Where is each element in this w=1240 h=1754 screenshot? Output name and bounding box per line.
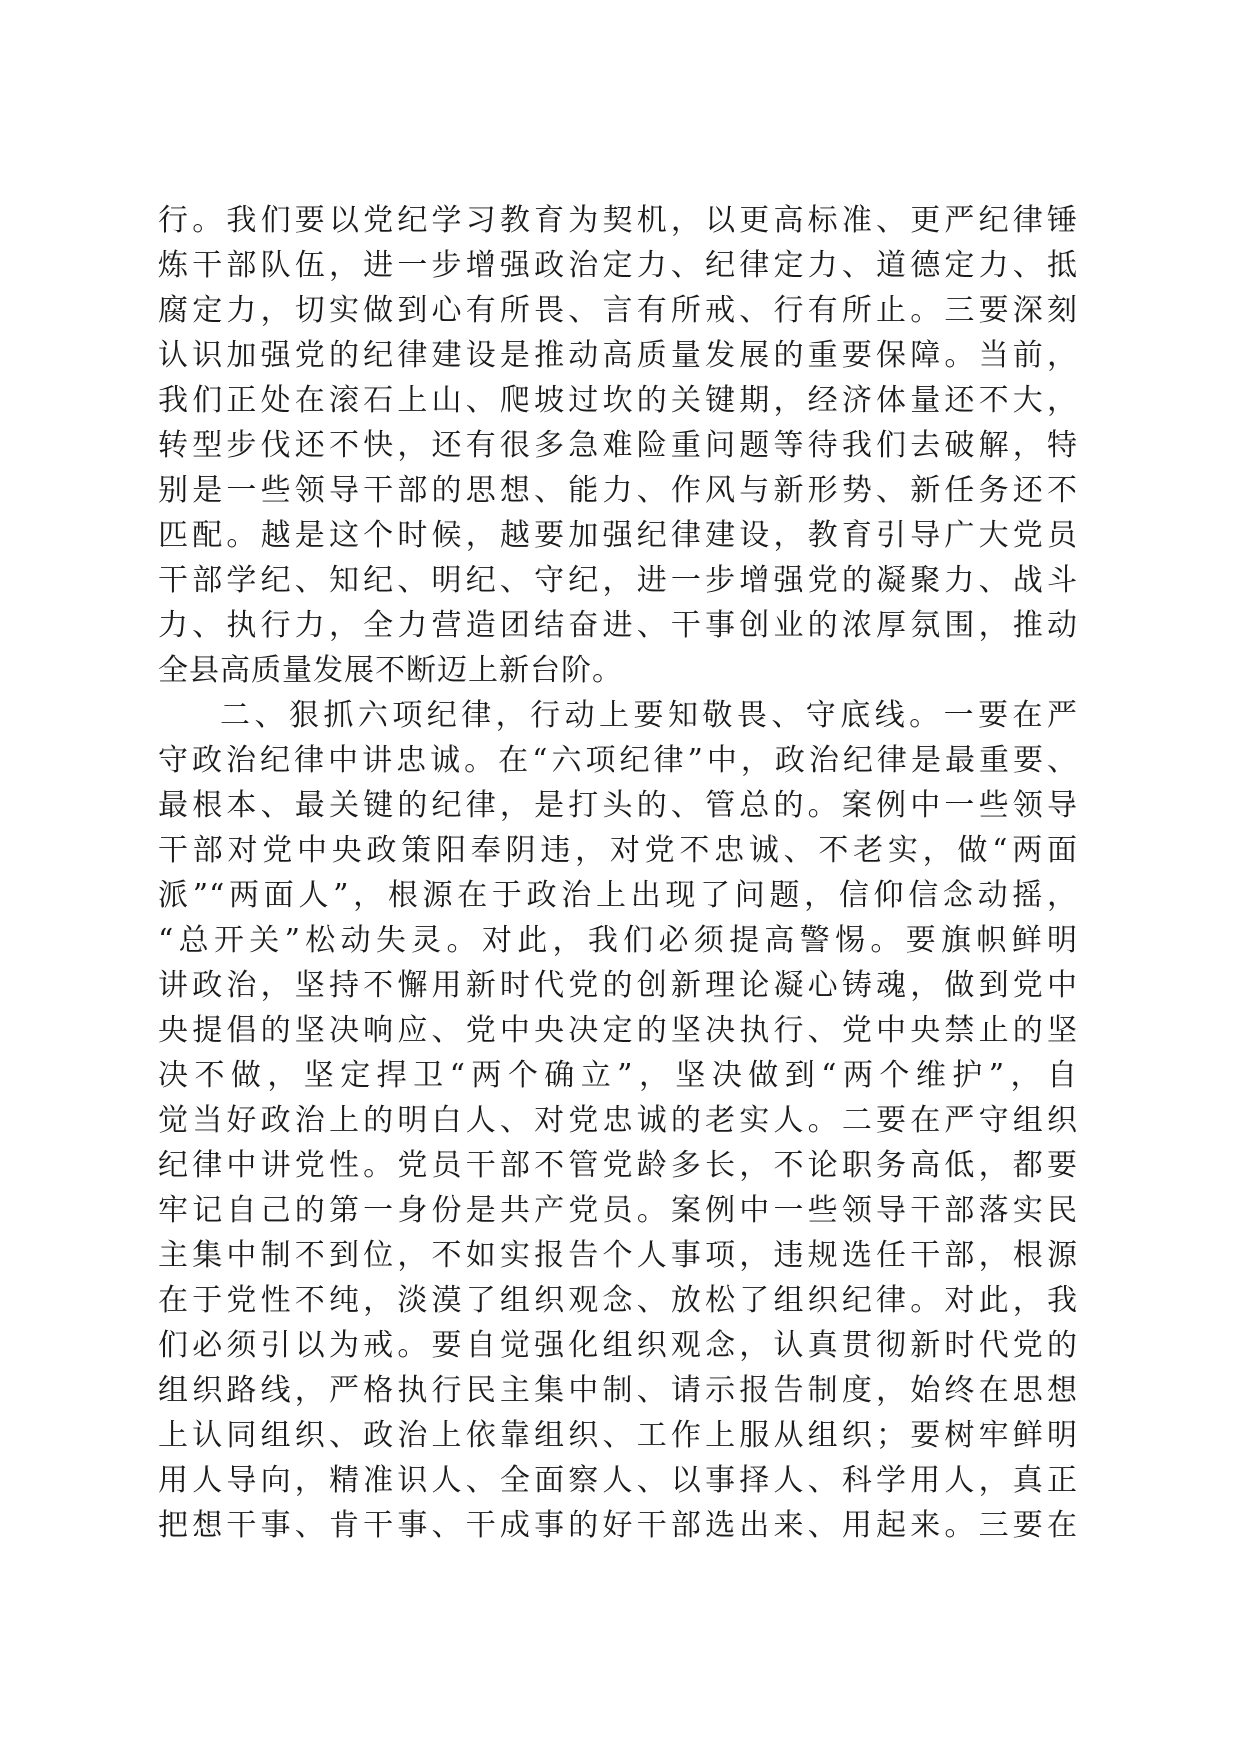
text-line: 守政治纪律中讲忠诚。在“六项纪律”中，政治纪律是最重要、 <box>158 743 1078 778</box>
text-line: 把想干事、肯干事、干成事的好干部选出来、用起来。三要在 <box>158 1508 1078 1543</box>
body-text <box>158 198 1078 1548</box>
text-line: 们必须引以为戒。要自觉强化组织观念，认真贯彻新时代党的 <box>158 1328 1078 1363</box>
text-line: 别是一些领导干部的思想、能力、作风与新形势、新任务还不 <box>158 473 1078 508</box>
text-line: 行。我们要以党纪学习教育为契机，以更高标准、更严纪律锤 <box>158 203 1078 238</box>
text-line: 派”“两面人”，根源在于政治上出现了问题，信仰信念动摇， <box>158 878 1078 913</box>
text-line: 认识加强党的纪律建设是推动高质量发展的重要保障。当前， <box>158 338 1078 373</box>
text-line: 决不做，坚定捍卫“两个确立”，坚决做到“两个维护”，自 <box>158 1058 1078 1093</box>
text-line: 主集中制不到位，不如实报告个人事项，违规选任干部，根源 <box>158 1238 1078 1273</box>
text-line: 干部学纪、知纪、明纪、守纪，进一步增强党的凝聚力、战斗 <box>158 563 1078 598</box>
text-line: 用人导向，精准识人、全面察人、以事择人、科学用人，真正 <box>158 1463 1078 1498</box>
text-line: 全县高质量发展不断迈上新台阶。 <box>158 653 623 688</box>
text-line: 讲政治，坚持不懈用新时代党的创新理论凝心铸魂，做到党中 <box>158 968 1078 1003</box>
text-line: “总开关”松动失灵。对此，我们必须提高警惕。要旗帜鲜明 <box>158 923 1078 958</box>
text-line: 腐定力，切实做到心有所畏、言有所戒、行有所止。三要深刻 <box>158 293 1078 328</box>
text-line: 组织路线，严格执行民主集中制、请示报告制度，始终在思想 <box>158 1373 1078 1408</box>
text-line: 在于党性不纯，淡漠了组织观念、放松了组织纪律。对此，我 <box>158 1283 1078 1318</box>
text-line: 转型步伐还不快，还有很多急难险重问题等待我们去破解，特 <box>158 428 1078 463</box>
text-line: 炼干部队伍，进一步增强政治定力、纪律定力、道德定力、抵 <box>158 248 1078 283</box>
text-line: 央提倡的坚决响应、党中央决定的坚决执行、党中央禁止的坚 <box>158 1013 1078 1048</box>
text-line: 力、执行力，全力营造团结奋进、干事创业的浓厚氛围，推动 <box>158 608 1078 643</box>
text-line: 最根本、最关键的纪律，是打头的、管总的。案例中一些领导 <box>158 788 1078 823</box>
section-heading-line: 二、狠抓六项纪律，行动上要知敬畏、守底线。一要在严 <box>220 698 1078 733</box>
text-line: 上认同组织、政治上依靠组织、工作上服从组织；要树牢鲜明 <box>158 1418 1078 1453</box>
text-line: 我们正处在滚石上山、爬坡过坎的关键期，经济体量还不大， <box>158 383 1078 418</box>
text-line: 觉当好政治上的明白人、对党忠诚的老实人。二要在严守组织 <box>158 1103 1078 1138</box>
text-line: 匹配。越是这个时候，越要加强纪律建设，教育引导广大党员 <box>158 518 1078 553</box>
text-line: 干部对党中央政策阳奉阴违，对党不忠诚、不老实，做“两面 <box>158 833 1078 868</box>
text-line: 纪律中讲党性。党员干部不管党龄多长，不论职务高低，都要 <box>158 1148 1078 1183</box>
text-line: 牢记自己的第一身份是共产党员。案例中一些领导干部落实民 <box>158 1193 1078 1228</box>
